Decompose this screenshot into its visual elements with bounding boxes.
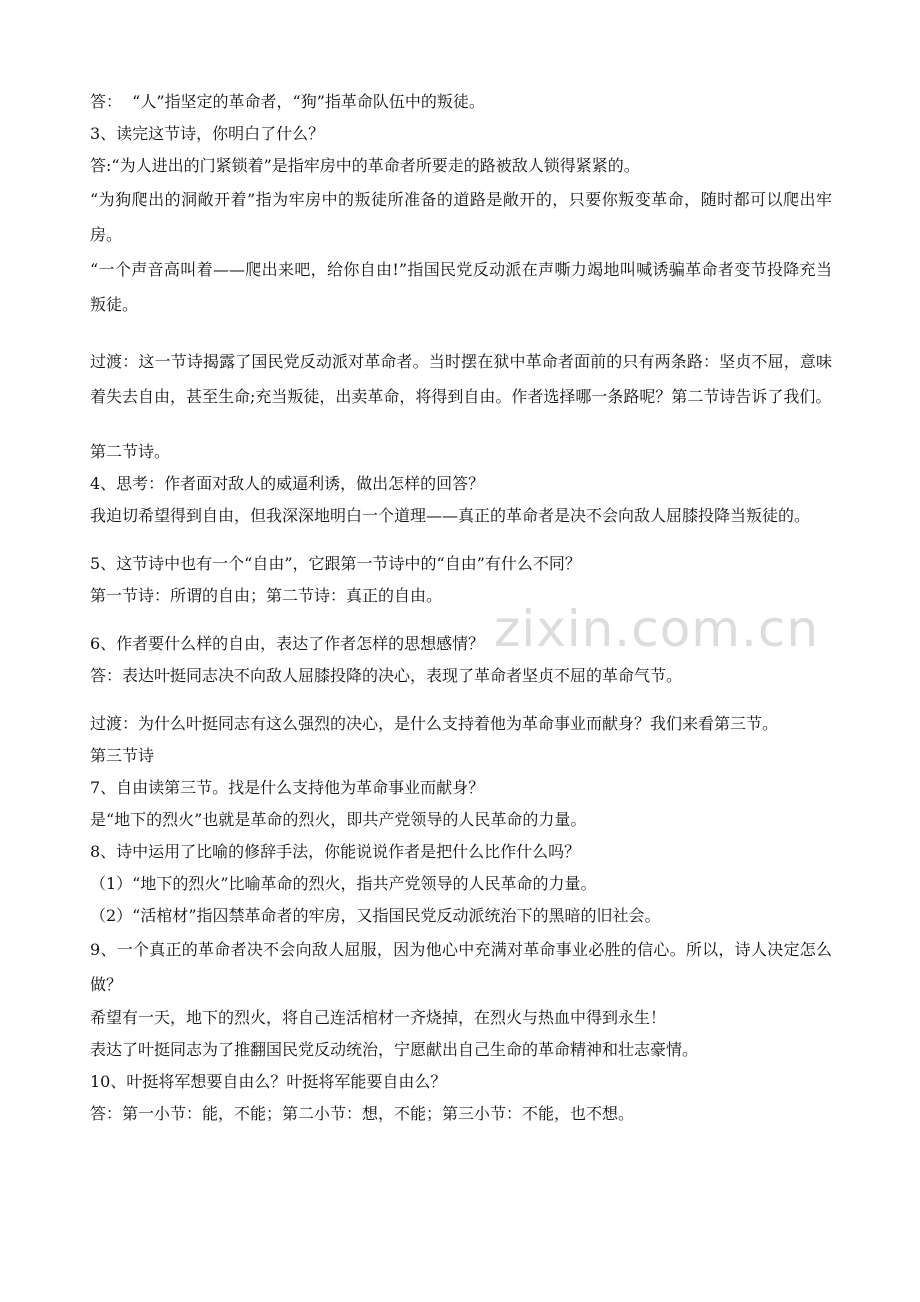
question-8: 8、诗中运用了比喻的修辞手法，你能说说作者是把什么比作什么吗？ bbox=[90, 842, 581, 861]
answer-7: 是“地下的烈火”也就是革命的烈火，即共产党领导的人民革命的力量。 bbox=[90, 810, 587, 829]
transition-1: 过渡：这一节诗揭露了国民党反动派对革命者。当时摆在狱中革命者面前的只有两条路：坚贞不屈，意味着失去自由，甚至生命;充当叛徒，出卖革命，将得到自由。作者选择哪一条路呢？第二节诗告诉了我们。 bbox=[90, 352, 832, 406]
document-body bbox=[90, 86, 832, 1130]
question-5: 5、这节诗中也有一个“自由”，它跟第一节诗中的“自由”有什么不同？ bbox=[90, 554, 581, 573]
answer-3-a: 答:“为人进出的门紧锁着”是指牢房中的革命者所要走的路被敌人锁得紧紧的。 bbox=[90, 156, 640, 175]
answer-3-b: “为狗爬出的洞敞开着”指为牢房中的叛徒所准备的道路是敞开的，只要你叛变革命，随时都可以爬出牢房。 bbox=[90, 190, 832, 244]
text-line-1: 答： “人”指坚定的革命者，“狗”指革命队伍中的叛徒。 bbox=[90, 92, 485, 111]
spacer bbox=[90, 532, 832, 548]
question-9: 9、一个真正的革命者决不会向敌人屈服，因为他心中充满对革命事业必胜的信心。所以，诗人决定怎么做？ bbox=[90, 940, 832, 994]
answer-9-b: 表达了叶挺同志为了推翻国民党反动统治，宁愿献出自己生命的革命精神和壮志豪情。 bbox=[90, 1040, 699, 1059]
answer-3-c: “一个声音高叫着——爬出来吧，给你自由!”指国民党反动派在声嘶力竭地叫喊诱骗革命者变节投降充当叛徒。 bbox=[90, 260, 832, 314]
question-7: 7、自由读第三节。找是什么支持他为革命事业而献身？ bbox=[90, 778, 485, 797]
watermark: zixin.com.cn bbox=[494, 600, 820, 658]
question-6: 6、作者要什么样的自由，表达了作者怎样的思想感情？ bbox=[90, 634, 485, 653]
transition-2: 过渡：为什么叶挺同志有这么强烈的决心，是什么支持着他为革命事业而献身？我们来看第三节。 bbox=[90, 714, 779, 733]
section-2-heading: 第二节诗。 bbox=[90, 442, 171, 461]
answer-5: 第一节诗：所谓的自由；第二节诗：真正的自由。 bbox=[90, 586, 443, 605]
spacer bbox=[90, 414, 832, 436]
spacer bbox=[90, 322, 832, 344]
answer-10: 答：第一小节：能，不能；第二小节：想，不能；第三小节：不能，也不想。 bbox=[90, 1104, 635, 1123]
question-10: 10、叶挺将军想要自由么？叶挺将军能要自由么？ bbox=[90, 1072, 447, 1091]
question-3: 3、读完这节诗，你明白了什么？ bbox=[90, 124, 325, 143]
spacer bbox=[90, 612, 832, 628]
section-3-heading: 第三节诗 bbox=[90, 746, 155, 765]
answer-8-2: （2）“活棺材”指囚禁革命者的牢房，又指国民党反动派统治下的黑暗的旧社会。 bbox=[90, 906, 661, 925]
answer-9-a: 希望有一天，地下的烈火，将自己连活棺材一齐烧掉，在烈火与热血中得到永生！ bbox=[90, 1008, 667, 1027]
answer-4: 我迫切希望得到自由，但我深深地明白一个道理——真正的革命者是决不会向敌人屈膝投降当叛徒的。 bbox=[90, 506, 811, 525]
spacer bbox=[90, 692, 832, 708]
answer-8-1: （1）“地下的烈火”比喻革命的烈火，指共产党领导的人民革命的力量。 bbox=[90, 874, 597, 893]
question-4: 4、思考：作者面对敌人的威逼利诱，做出怎样的回答？ bbox=[90, 474, 485, 493]
answer-6: 答：表达叶挺同志决不向敌人屈膝投降的决心，表现了革命者坚贞不屈的革命气节。 bbox=[90, 666, 683, 685]
